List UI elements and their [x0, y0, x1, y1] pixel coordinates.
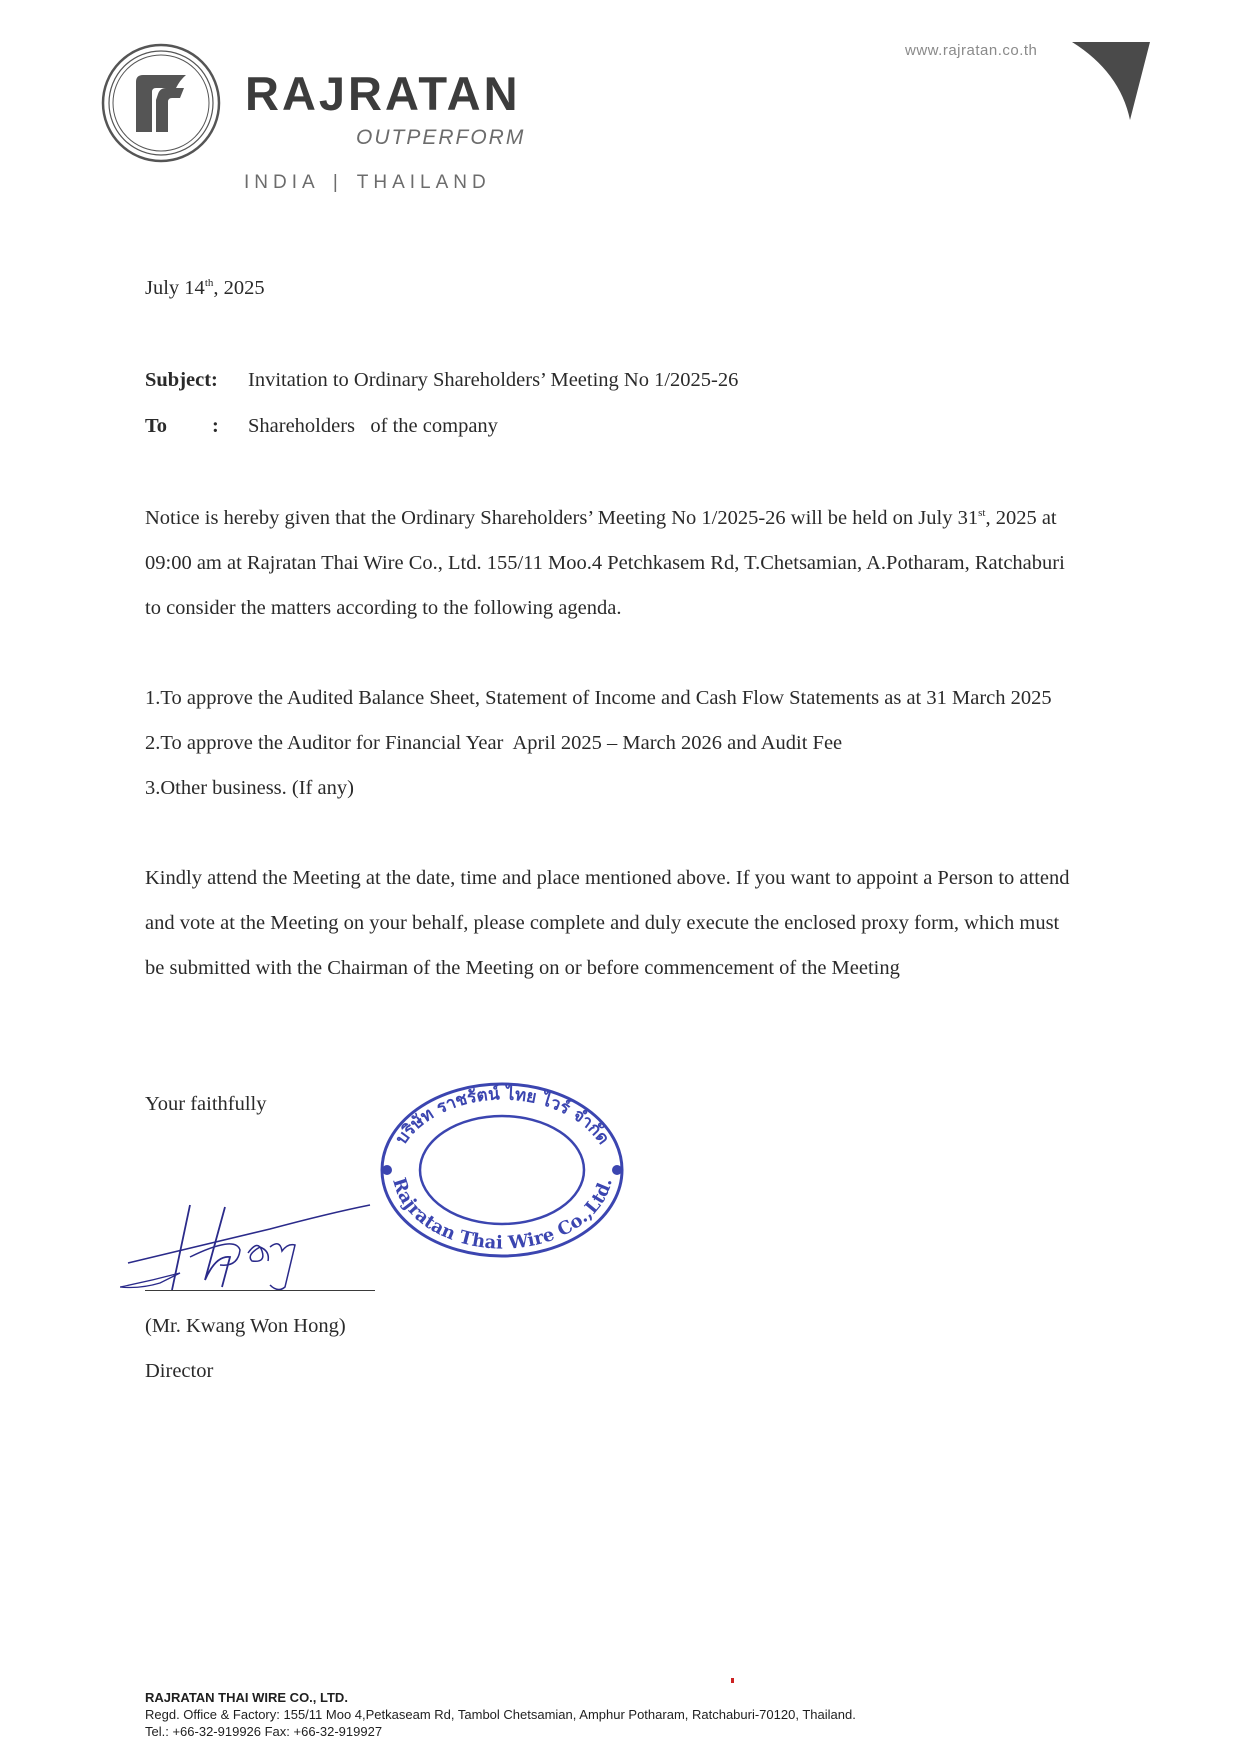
- website-url: www.rajratan.co.th: [905, 42, 1038, 59]
- brand-tagline: OUTPERFORM: [356, 126, 526, 149]
- subject-text: Invitation to Ordinary Shareholders’ Meeting No 1/2025-26: [248, 369, 739, 391]
- signature-line: [145, 1290, 375, 1291]
- brand-regions: INDIA | THAILAND: [244, 172, 491, 193]
- footer-address: Regd. Office & Factory: 155/11 Moo 4,Petkaseam Rd, Tambol Chetsamian, Amphur Potharam, Ratchaburi-70120, Thailand.: [145, 1707, 856, 1722]
- signatory-title: Director: [145, 1360, 214, 1382]
- stamp-thai-text: บริษัท ราชรัตน์ ไทย ไวร์ จำกัด: [391, 1084, 614, 1149]
- footer-contact: Tel.: +66-32-919926 Fax: +66-32-919927: [145, 1724, 383, 1739]
- footer-company: RAJRATAN THAI WIRE CO., LTD.: [145, 1690, 348, 1705]
- to-colon: :: [212, 415, 219, 437]
- letter-date: July 14th, 2025: [145, 277, 265, 299]
- to-text: Shareholders of the company: [248, 415, 498, 437]
- company-stamp: [365, 1070, 640, 1260]
- signatory-name: (Mr. Kwang Won Hong): [145, 1315, 346, 1337]
- to-label: To: [145, 415, 168, 437]
- salutation: Your faithfully: [145, 1093, 267, 1115]
- signature-drawing: [120, 1195, 400, 1295]
- closing-line-3: be submitted with the Chairman of the Meeting on or before commencement of the Meeting: [145, 957, 900, 979]
- svg-text:Rajratan Thai Wire Co.,Ltd.: [388, 1175, 617, 1253]
- notice-line-3: to consider the matters according to the following agenda.: [145, 597, 622, 619]
- agenda-item: 2.To approve the Auditor for Financial Year April 2025 – March 2026 and Audit Fee: [145, 732, 843, 754]
- brand-name: RAJRATAN: [245, 67, 521, 120]
- agenda-item: 1.To approve the Audited Balance Sheet, Statement of Income and Cash Flow Statements as at 31 March 2025: [145, 687, 1052, 709]
- corner-triangle-icon: [1072, 42, 1150, 120]
- closing-line-2: and vote at the Meeting on your behalf, please complete and duly execute the enclosed proxy form, which must: [145, 912, 1060, 934]
- notice-line-1: Notice is hereby given that the Ordinary Shareholders’ Meeting No 1/2025-26 will be held on July 31st, 2025 at: [145, 507, 1057, 529]
- agenda-item: 3.Other business. (If any): [145, 777, 354, 799]
- red-mark-dot: [731, 1678, 734, 1683]
- closing-line-1: Kindly attend the Meeting at the date, time and place mentioned above. If you want to appoint a Person to attend: [145, 867, 1070, 889]
- stamp-english-text: Rajratan Thai Wire Co.,Ltd.: [388, 1175, 617, 1254]
- subject-label: Subject:: [145, 369, 218, 391]
- company-logo-icon: [100, 42, 222, 164]
- notice-line-2: 09:00 am at Rajratan Thai Wire Co., Ltd. 155/11 Moo.4 Petchkasem Rd, T.Chetsamian, A.Potharam, Ratchaburi: [145, 552, 1065, 574]
